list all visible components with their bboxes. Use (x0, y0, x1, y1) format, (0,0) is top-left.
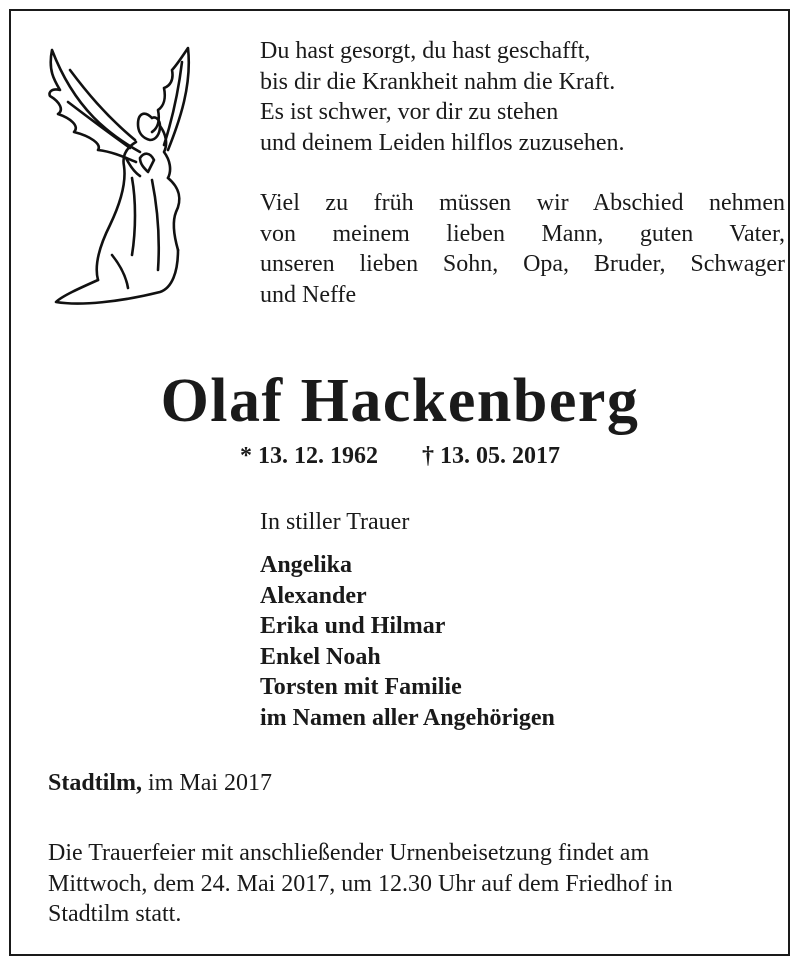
place-city: Stadtilm, (48, 770, 143, 796)
poem (260, 36, 785, 310)
angel-praying-icon (40, 40, 215, 315)
mourner: Enkel Noah (260, 643, 381, 670)
poem-stanza-1 (260, 36, 785, 158)
poem-line: Es ist schwer, vor dir zu stehen (260, 99, 559, 125)
deceased-name: Olaf Hackenberg (160, 367, 640, 435)
poem-line: Viel zu früh müssen wir Abschied nehmen (260, 190, 785, 216)
mourners-list (260, 550, 555, 733)
poem-line: unseren lieben Sohn, Opa, Bruder, Schwager (260, 251, 785, 277)
place-and-date (48, 770, 272, 797)
mourning-label: In stiller Trauer (260, 509, 410, 535)
poem-line: und Neffe (260, 281, 357, 308)
life-dates (0, 443, 800, 470)
mourner: Alexander (260, 582, 367, 609)
mourner: Angelika (260, 552, 353, 578)
death-date: † 13. 05. 2017 (422, 443, 560, 469)
place-date: im Mai 2017 (142, 770, 273, 796)
poem-line: Du hast gesorgt, du hast geschafft, (260, 38, 591, 64)
mourner: Torsten mit Familie (260, 674, 462, 700)
funeral-notice: Die Trauerfeier mit anschließender Urnenbeisetzung findet am Mittwoch, dem 24. Mai 2017, um 12.30 Uhr auf dem Friedhof in Stadtilm statt. (48, 840, 673, 927)
birth-date: * 13. 12. 1962 (240, 443, 378, 469)
poem-line: und deinem Leiden hilflos zuzusehen. (260, 129, 625, 156)
poem-line: von meinem lieben Mann, guten Vater, (260, 220, 785, 247)
poem-stanza-2 (260, 188, 785, 310)
poem-line: bis dir die Krankheit nahm die Kraft. (260, 68, 616, 95)
mourner: im Namen aller Angehörigen (260, 704, 555, 731)
mourner: Erika und Hilmar (260, 613, 446, 639)
